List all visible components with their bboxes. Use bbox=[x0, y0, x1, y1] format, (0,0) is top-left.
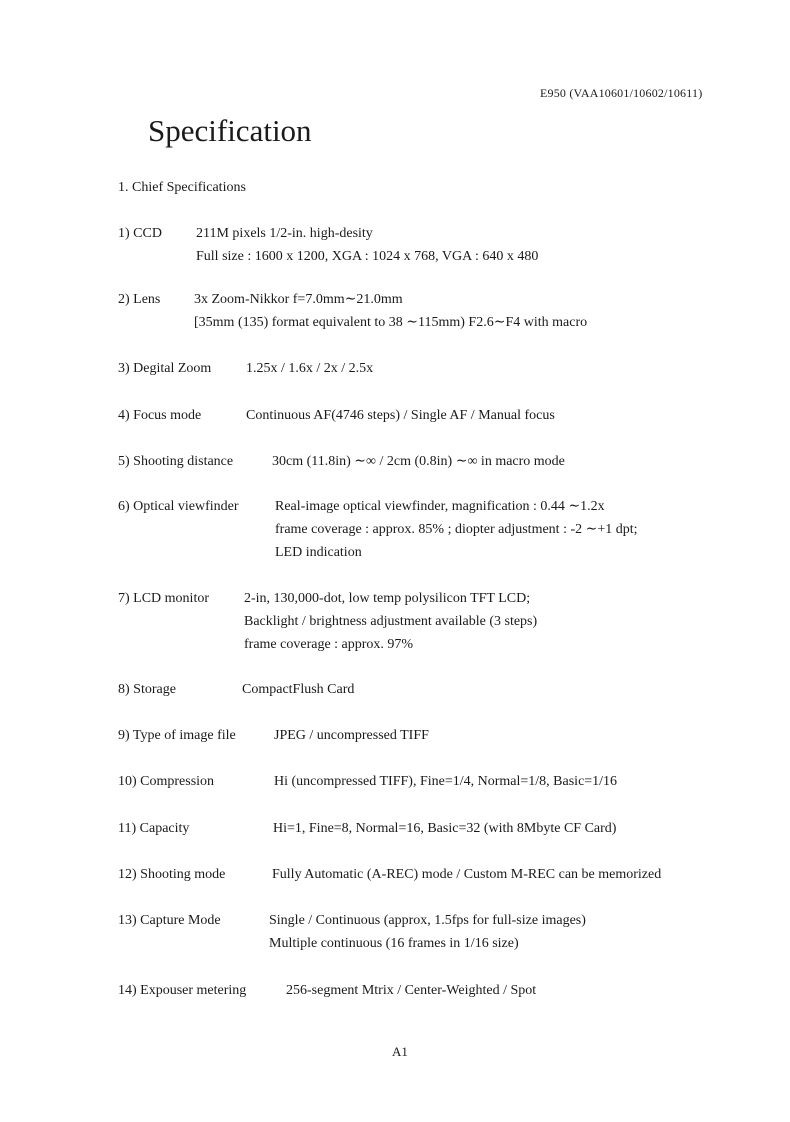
spec-label: 4) Focus mode bbox=[118, 408, 202, 423]
spec-value-line: 256-segment Mtrix / Center-Weighted / Spot bbox=[286, 983, 537, 998]
spec-values bbox=[273, 817, 616, 840]
spec-value-line: 2-in, 130,000-dot, low temp polysilicon TFT LCD; bbox=[244, 591, 531, 606]
spec-value-line: Multiple continuous (16 frames in 1/16 size) bbox=[269, 936, 519, 951]
spec-label: 10) Compression bbox=[118, 774, 215, 789]
spec-values bbox=[272, 450, 565, 473]
spec-value-line: Hi (uncompressed TIFF), Fine=1/4, Normal=1/8, Basic=1/16 bbox=[274, 774, 618, 789]
section-heading: 1. Chief Specifications bbox=[118, 180, 246, 195]
spec-values bbox=[194, 288, 587, 334]
spec-value-line: CompactFlush Card bbox=[242, 682, 355, 697]
spec-label: 13) Capture Mode bbox=[118, 913, 221, 928]
spec-label: 11) Capacity bbox=[118, 821, 190, 836]
spec-label: 14) Expouser metering bbox=[118, 983, 247, 998]
spec-value-line: 30cm (11.8in) ∼∞ / 2cm (0.8in) ∼∞ in macro mode bbox=[272, 454, 565, 469]
spec-value-line: Hi=1, Fine=8, Normal=16, Basic=32 (with 8Mbyte CF Card) bbox=[273, 821, 617, 836]
spec-label: 1) CCD bbox=[118, 226, 162, 241]
spec-label: 5) Shooting distance bbox=[118, 454, 234, 469]
spec-value-line: LED indication bbox=[275, 545, 362, 560]
spec-label: 8) Storage bbox=[118, 682, 176, 697]
spec-values bbox=[275, 495, 638, 564]
spec-values bbox=[269, 909, 586, 955]
spec-value-line: Single / Continuous (approx, 1.5fps for full-size images) bbox=[269, 913, 586, 928]
spec-values bbox=[286, 979, 536, 1002]
spec-value-line: Full size : 1600 x 1200, XGA : 1024 x 768, VGA : 640 x 480 bbox=[196, 249, 539, 264]
spec-value-line: 1.25x / 1.6x / 2x / 2.5x bbox=[246, 361, 374, 376]
spec-values bbox=[272, 863, 661, 886]
spec-value-line: frame coverage : approx. 85% ; diopter adjustment : -2 ∼+1 dpt; bbox=[275, 522, 638, 537]
spec-value-line: 211M pixels 1/2-in. high-desity bbox=[196, 226, 373, 241]
spec-value-line: Real-image optical viewfinder, magnification : 0.44 ∼1.2x bbox=[275, 499, 605, 514]
spec-label: 3) Degital Zoom bbox=[118, 361, 212, 376]
spec-values bbox=[246, 357, 373, 380]
spec-value-line: 3x Zoom-Nikkor f=7.0mm∼21.0mm bbox=[194, 292, 403, 307]
spec-label: 2) Lens bbox=[118, 292, 161, 307]
page-title: Specification bbox=[148, 113, 312, 148]
spec-value-line: JPEG / uncompressed TIFF bbox=[274, 728, 429, 743]
spec-values bbox=[246, 404, 555, 427]
spec-values bbox=[274, 770, 617, 793]
page-code: E950 (VAA10601/10602/10611) bbox=[540, 86, 703, 100]
page-number: A1 bbox=[392, 1044, 408, 1059]
spec-values bbox=[242, 678, 354, 701]
spec-values bbox=[196, 222, 538, 268]
spec-values bbox=[244, 587, 537, 656]
spec-label: 6) Optical viewfinder bbox=[118, 499, 239, 514]
spec-values bbox=[274, 724, 429, 747]
spec-value-line: [35mm (135) format equivalent to 38 ∼115mm) F2.6∼F4 with macro bbox=[194, 315, 588, 330]
spec-label: 7) LCD monitor bbox=[118, 591, 209, 606]
spec-value-line: Backlight / brightness adjustment available (3 steps) bbox=[244, 614, 538, 629]
spec-value-line: Fully Automatic (A-REC) mode / Custom M-REC can be memorized bbox=[272, 867, 662, 882]
spec-label: 9) Type of image file bbox=[118, 728, 236, 743]
spec-label: 12) Shooting mode bbox=[118, 867, 226, 882]
spec-value-line: frame coverage : approx. 97% bbox=[244, 637, 414, 652]
spec-value-line: Continuous AF(4746 steps) / Single AF / Manual focus bbox=[246, 408, 555, 423]
